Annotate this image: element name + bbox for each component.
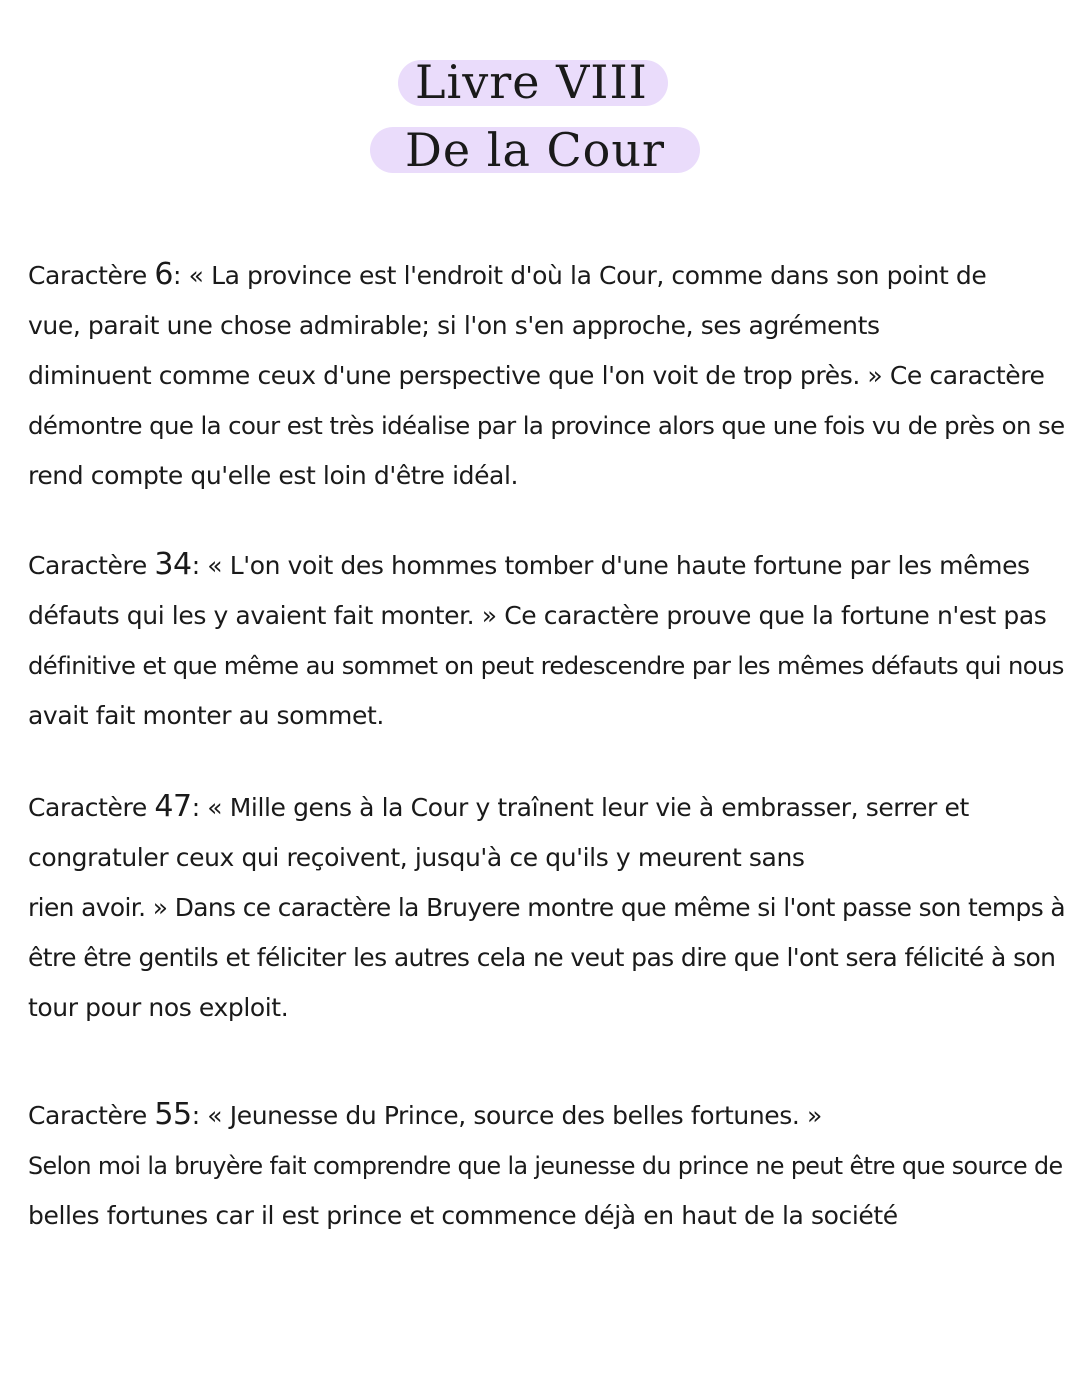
text-line: défauts qui les y avaient fait monter. » Ce caractère prouve que la fortune n'est pas [28, 601, 1047, 630]
caractere-label [28, 782, 200, 833]
label-number: 6 [154, 257, 174, 292]
text-line: belles fortunes car il est prince et commence déjà en haut de la société [28, 1201, 898, 1230]
text-line: être être gentils et féliciter les autres cela ne veut pas dire que l'ont sera félicité à son [28, 943, 1056, 972]
label-word: Caractère [28, 1101, 155, 1130]
label-word: Caractère [28, 261, 155, 290]
text-line: définitive et que même au sommet on peut redescendre par les mêmes défauts qui nous [28, 651, 1064, 680]
section-caractere-47 [28, 782, 1066, 1033]
section-line [28, 540, 1062, 591]
label-separator: : [191, 1101, 200, 1130]
text-line: diminuent comme ceux d'une perspective que l'on voit de trop près. » Ce caractère [28, 361, 1045, 390]
text-line: « L'on voit des hommes tomber d'une haute fortune par les mêmes [199, 551, 1030, 580]
label-separator: : [173, 261, 182, 290]
text-line: « Mille gens à la Cour y traînent leur vie à embrasser, serrer et [199, 793, 969, 822]
label-number: 47 [154, 789, 192, 824]
text-line: Selon moi la bruyère fait comprendre que la jeunesse du prince ne peut être que source de [28, 1152, 1063, 1180]
section-line [28, 250, 1062, 301]
label-word: Caractère [28, 793, 155, 822]
section-caractere-34 [28, 540, 1062, 741]
label-separator: : [191, 793, 200, 822]
text-line: démontre que la cour est très idéalise par la province alors que une fois vu de près on se [28, 411, 1065, 440]
text-line: « Jeunesse du Prince, source des belles fortunes. » [199, 1101, 822, 1130]
page-title-line1: Livre VIII [415, 55, 648, 109]
label-word: Caractère [28, 551, 155, 580]
section-line [28, 782, 1062, 833]
caractere-label [28, 250, 181, 301]
text-line: vue, parait une chose admirable; si l'on s'en approche, ses agréments [28, 311, 880, 340]
section-line [28, 1090, 1062, 1141]
text-line: tour pour nos exploit. [28, 993, 289, 1022]
label-number: 55 [154, 1097, 192, 1132]
text-line: congratuler ceux qui reçoivent, jusqu'à ce qu'ils y meurent sans [28, 843, 805, 872]
label-separator: : [191, 551, 200, 580]
section-caractere-6 [28, 250, 1065, 501]
text-line: rend compte qu'elle est loin d'être idéal. [28, 461, 519, 490]
label-number: 34 [154, 547, 192, 582]
section-caractere-55 [28, 1090, 1062, 1241]
caractere-label [28, 1090, 200, 1141]
text-line: rien avoir. » Dans ce caractère la Bruyere montre que même si l'ont passe son temps à [28, 893, 1066, 922]
page-title-line2: De la Cour [405, 123, 665, 177]
caractere-label [28, 540, 200, 591]
text-line: « La province est l'endroit d'où la Cour, comme dans son point de [181, 261, 987, 290]
text-line: avait fait monter au sommet. [28, 701, 384, 730]
